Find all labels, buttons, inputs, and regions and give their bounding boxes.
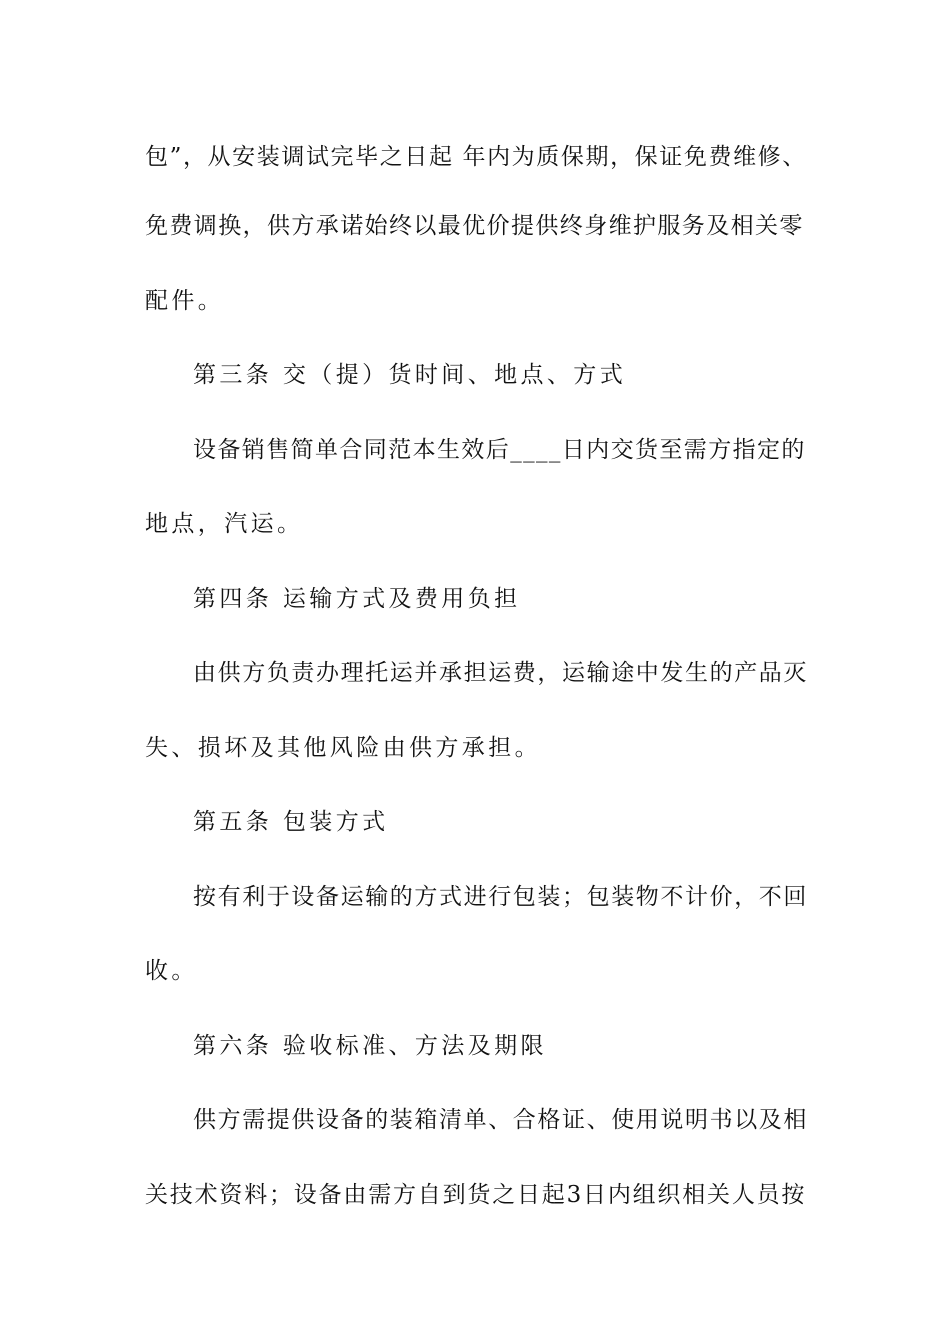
paragraph-line-6: 地点，汽运。 — [145, 511, 304, 537]
paragraph-line-12: 收。 — [145, 958, 198, 984]
paragraph-line-9: 失、损坏及其他风险由供方承担。 — [145, 735, 541, 761]
article-3-heading: 第三条 交（提）货时间、地点、方式 — [193, 362, 627, 388]
article-5-heading: 第五条 包装方式 — [193, 809, 389, 835]
paragraph-line-1: 包”，从安装调试完毕之日起 年内为质保期，保证免费维修、 — [145, 144, 807, 170]
paragraph-line-15: 关技术资料；设备由需方自到货之日起3日内组织相关人员按 — [145, 1182, 807, 1208]
paragraph-line-8: 由供方负责办理托运并承担运费，运输途中发生的产品灭 — [193, 660, 808, 686]
paragraph-line-5: 设备销售简单合同范本生效后____日内交货至需方指定的 — [193, 437, 806, 463]
paragraph-line-14: 供方需提供设备的装箱清单、合格证、使用说明书以及相 — [193, 1107, 808, 1133]
article-6-heading: 第六条 验收标准、方法及期限 — [193, 1033, 547, 1059]
paragraph-line-2: 免费调换，供方承诺始终以最优价提供终身维护服务及相关零 — [145, 213, 804, 239]
article-4-heading: 第四条 运输方式及费用负担 — [193, 586, 521, 612]
paragraph-line-3: 配件。 — [145, 288, 225, 314]
paragraph-line-11: 按有利于设备运输的方式进行包装；包装物不计价，不回 — [193, 884, 808, 910]
